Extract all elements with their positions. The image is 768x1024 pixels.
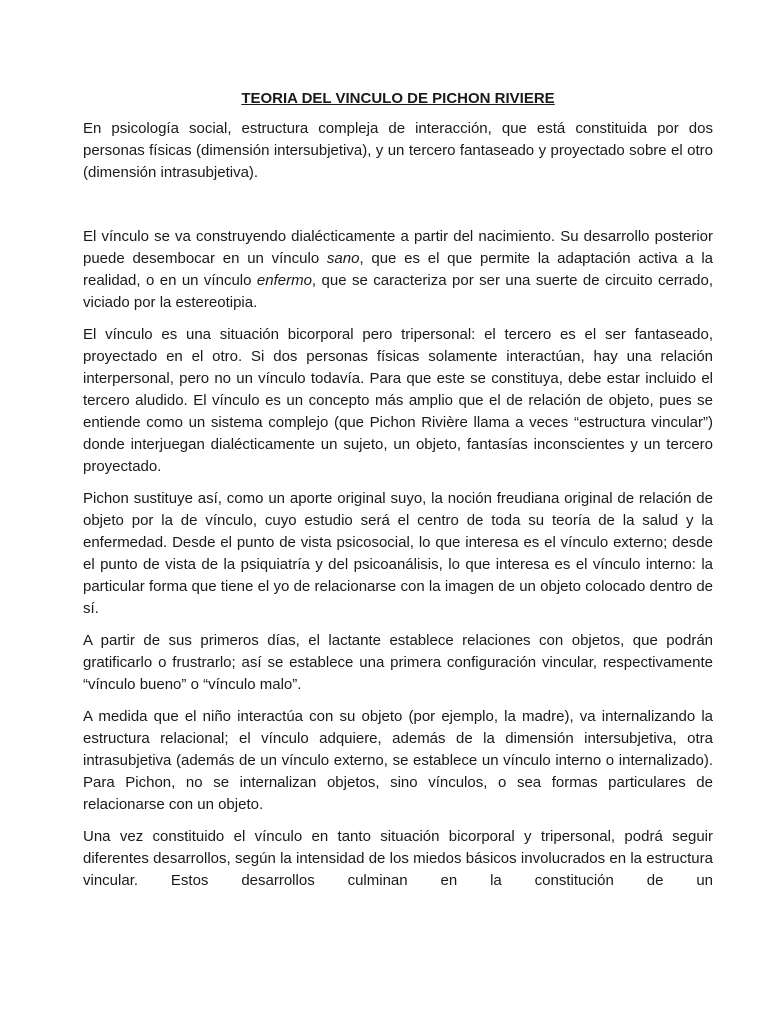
paragraph-2-text-b: , que es el que permite la adaptación activa a la realidad, o en un vínculo [83, 250, 713, 289]
paragraph-2 [83, 226, 713, 314]
document-title: TEORIA DEL VINCULO DE PICHON RIVIERE [241, 90, 555, 107]
paragraph-2-emphasis-sano: sano [326, 250, 360, 267]
paragraph-2-text-c: , que se caracteriza por ser una suerte de circuito cerrado, viciado por la estereotipia. [83, 272, 713, 311]
paragraph-4: Pichon sustituye así, como un aporte original suyo, la noción freudiana original de relación de objeto por la de vínculo, cuyo estudio será el centro de toda su teoría de la salud y la enfermedad. Desde el punto de vista psicosocial, lo que interesa es el vínculo externo; desde el punto de vista de la psiquiatría y del psicoanálisis, lo que interesa es el vínculo interno: la particular forma que tiene el yo de relacionarse con la imagen de un objeto colocado dentro de sí. [83, 490, 713, 617]
document-body [83, 88, 713, 902]
paragraph-6: A medida que el niño interactúa con su objeto (por ejemplo, la madre), va internalizando la estructura relacional; el vínculo adquiere, además de la dimensión intersubjetiva, otra intrasubjetiva (además de un vínculo externo, se establece un vínculo interno o internalizado). Para Pichon, no se internalizan objetos, sino vínculos, o sea formas particulares de relacionarse con un objeto. [83, 708, 713, 813]
paragraph-5: A partir de sus primeros días, el lactante establece relaciones con objetos, que podrán gratificarlo o frustrarlo; así se establece una primera configuración vincular, respectivamente “vínculo bueno” o “vínculo malo”. [83, 632, 713, 693]
paragraph-7: Una vez constituido el vínculo en tanto situación bicorporal y tripersonal, podrá seguir diferentes desarrollos, según la intensidad de los miedos básicos involucrados en la estructura vincular. Estos desarrollos culminan en la constitución de un [83, 828, 713, 889]
paragraph-3: El vínculo es una situación bicorporal pero tripersonal: el tercero es el ser fantaseado, proyectado en el otro. Si dos personas físicas solamente interactúan, hay una relación interpersonal, pero no un vínculo todavía. Para que este se constituya, debe estar incluido el tercero aludido. El vínculo es un concepto más amplio que el de relación de objeto, pues se entiende como un sistema complejo (que Pichon Rivière llama a veces “estructura vincular”) donde interjuegan dialécticamente un sujeto, un objeto, fantasías inconscientes y un tercero proyectado. [83, 326, 713, 475]
paragraph-1: En psicología social, estructura compleja de interacción, que está constituida por dos personas físicas (dimensión intersubjetiva), y un tercero fantaseado y proyectado sobre el otro (dimensión intrasubjetiva). [83, 120, 713, 181]
paragraph-2-text-a: El vínculo se va construyendo dialécticamente a partir del nacimiento. Su desarrollo posterior puede desembocar en un vínculo [83, 228, 713, 267]
paragraph-2-emphasis-enfermo: enfermo [256, 272, 312, 289]
